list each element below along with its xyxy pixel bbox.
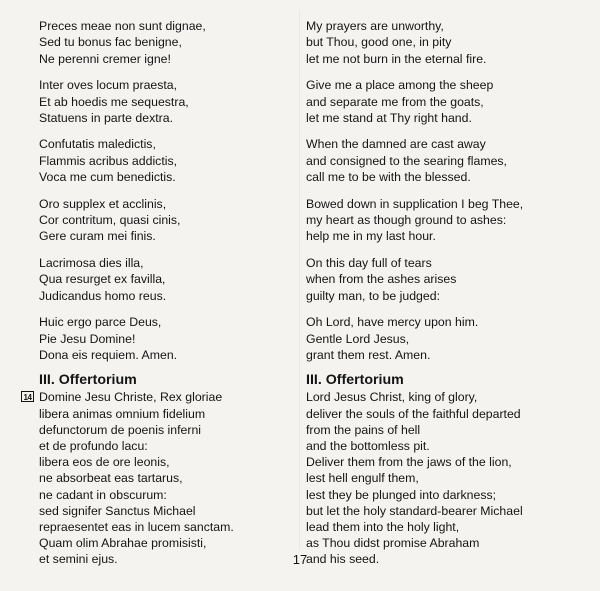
text-line: sed signifer Sanctus Michael bbox=[39, 503, 196, 518]
text-line: libera eos de ore leonis, bbox=[39, 455, 170, 470]
text-line: Flammis acribus addictis, bbox=[39, 153, 178, 168]
text-line: Statuens in parte dextra. bbox=[39, 111, 173, 126]
text-line: Lacrimosa dies illa, bbox=[39, 255, 144, 270]
text-line: but Thou, good one, in pity bbox=[306, 35, 452, 50]
text-line: and his seed. bbox=[306, 552, 380, 567]
text-line: lest they be plunged into darkness; bbox=[306, 487, 497, 502]
text-line: and consigned to the searing flames, bbox=[306, 153, 507, 168]
text-line: repraesentet eas in lucem sanctam. bbox=[39, 519, 234, 534]
text-line: Ne perenni cremer igne! bbox=[39, 51, 171, 66]
text-line: et semini ejus. bbox=[39, 552, 118, 567]
text-line: My prayers are unworthy, bbox=[306, 19, 444, 33]
english-stanza bbox=[306, 314, 596, 363]
latin-stanza bbox=[39, 314, 279, 363]
text-line: guilty man, to be judged: bbox=[306, 288, 440, 303]
text-line: ne cadant in obscurum: bbox=[39, 487, 167, 502]
text-line: grant them rest. Amen. bbox=[306, 347, 431, 362]
text-line: lead them into the holy light, bbox=[306, 519, 460, 534]
latin-column bbox=[23, 18, 279, 568]
latin-stanza bbox=[39, 255, 279, 304]
latin-stanza bbox=[39, 77, 279, 126]
text-line: Gentle Lord Jesus, bbox=[306, 331, 410, 346]
english-stanza bbox=[306, 255, 596, 304]
text-line: deliver the souls of the faithful departed bbox=[306, 406, 521, 421]
column-gutter bbox=[299, 10, 300, 550]
text-line: libera animas omnium fidelium bbox=[39, 406, 206, 421]
english-offertorium-text bbox=[306, 389, 596, 567]
text-line: et de profundo lacu: bbox=[39, 438, 148, 453]
latin-stanza bbox=[39, 18, 279, 67]
english-stanza bbox=[306, 136, 596, 185]
section-heading: III. Offertorium bbox=[306, 372, 404, 389]
text-line: ne absorbeat eas tartarus, bbox=[39, 471, 183, 486]
text-line: When the damned are cast away bbox=[306, 137, 486, 152]
english-column bbox=[306, 18, 596, 568]
text-line: my heart as though ground to ashes: bbox=[306, 213, 507, 228]
text-line: let me stand at Thy right hand. bbox=[306, 111, 472, 126]
text-line: Confutatis maledictis, bbox=[39, 137, 156, 152]
text-line: Pie Jesu Domine! bbox=[39, 331, 136, 346]
text-line: Voca me cum benedictis. bbox=[39, 170, 176, 185]
text-line: Gere curam mei finis. bbox=[39, 229, 156, 244]
text-line: Quam olim Abrahae promisisti, bbox=[39, 536, 207, 551]
text-line: but let the holy standard-bearer Michael bbox=[306, 503, 523, 518]
latin-offertorium-text bbox=[23, 389, 279, 567]
text-line: Lord Jesus Christ, king of glory, bbox=[306, 390, 478, 405]
text-line: Huic ergo parce Deus, bbox=[39, 315, 162, 330]
text-line: lest hell engulf them, bbox=[306, 471, 419, 486]
latin-stanza bbox=[39, 196, 279, 245]
text-line: Sed tu bonus fac benigne, bbox=[39, 35, 182, 50]
text-line: let me not burn in the eternal fire. bbox=[306, 51, 487, 66]
english-stanza bbox=[306, 18, 596, 67]
text-line: and the bottomless pit. bbox=[306, 438, 430, 453]
text-line: Domine Jesu Christe, Rex gloriae bbox=[39, 390, 223, 405]
text-line: Oh Lord, have mercy upon him. bbox=[306, 315, 479, 330]
text-line: defunctorum de poenis inferni bbox=[39, 422, 202, 437]
section-heading: III. Offertorium bbox=[39, 372, 137, 389]
page-number: 17 bbox=[292, 552, 308, 567]
text-line: and separate me from the goats, bbox=[306, 94, 484, 109]
text-line: Bowed down in supplication I beg Thee, bbox=[306, 196, 524, 211]
text-line: call me to be with the blessed. bbox=[306, 170, 471, 185]
text-line: Et ab hoedis me sequestra, bbox=[39, 94, 189, 109]
text-line: when from the ashes arises bbox=[306, 272, 457, 287]
english-stanza bbox=[306, 77, 596, 126]
text-line: Judicandus homo reus. bbox=[39, 288, 167, 303]
text-line: On this day full of tears bbox=[306, 255, 432, 270]
text-line: Qua resurget ex favilla, bbox=[39, 272, 166, 287]
text-line: help me in my last hour. bbox=[306, 229, 436, 244]
text-line: Deliver them from the jaws of the lion, bbox=[306, 455, 512, 470]
latin-stanza bbox=[39, 136, 279, 185]
track-number-badge: 14 bbox=[21, 391, 34, 402]
english-stanza bbox=[306, 196, 596, 245]
text-line: as Thou didst promise Abraham bbox=[306, 536, 480, 551]
text-line: Cor contritum, quasi cinis, bbox=[39, 213, 181, 228]
text-line: Oro supplex et acclinis, bbox=[39, 196, 167, 211]
text-line: Dona eis requiem. Amen. bbox=[39, 347, 178, 362]
text-line: Inter oves locum praesta, bbox=[39, 78, 178, 93]
text-line: Preces meae non sunt dignae, bbox=[39, 19, 206, 33]
text-line: Give me a place among the sheep bbox=[306, 78, 494, 93]
text-line: from the pains of hell bbox=[306, 422, 421, 437]
